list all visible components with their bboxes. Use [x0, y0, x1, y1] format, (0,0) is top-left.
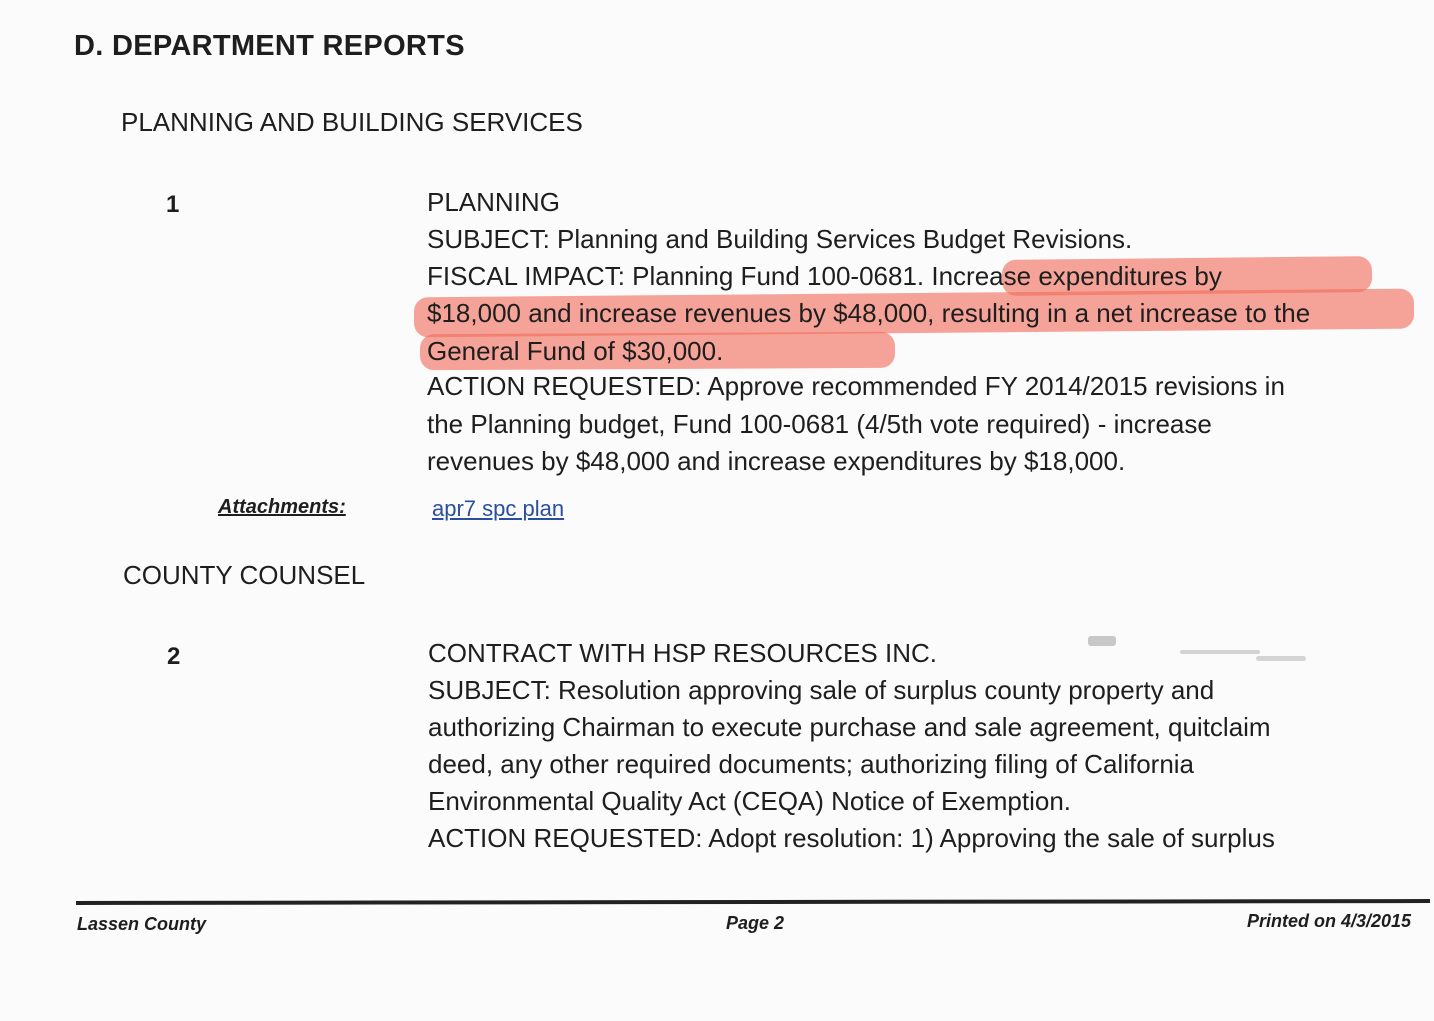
department-heading-county-counsel: COUNTY COUNSEL — [123, 560, 366, 590]
item-number: 1 — [166, 191, 180, 218]
footer-divider — [76, 899, 1430, 905]
item-1-fiscal-impact-line-3: General Fund of $30,000. — [427, 336, 724, 366]
item-number: 2 — [167, 643, 181, 670]
attachment-link[interactable]: apr7 spc plan — [432, 496, 565, 521]
item-2-action-line-1: ACTION REQUESTED: Adopt resolution: 1) Approving the sale of surplus — [428, 823, 1275, 853]
footer-printed-date: Printed on 4/3/2015 — [1247, 911, 1412, 931]
item-2-subject-line-4: Environmental Quality Act (CEQA) Notice of Exemption. — [428, 786, 1072, 816]
item-1-fiscal-impact-line-1: FISCAL IMPACT: Planning Fund 100-0681. Increase expenditures by — [427, 261, 1222, 291]
department-heading-planning: PLANNING AND BUILDING SERVICES — [121, 107, 583, 137]
item-2-subject-line-2: authorizing Chairman to execute purchase and sale agreement, quitclaim — [428, 712, 1271, 742]
item-1-fiscal-impact-line-2: $18,000 and increase revenues by $48,000, resulting in a net increase to the — [427, 298, 1311, 328]
scan-speck — [1256, 656, 1306, 661]
item-1-action-line-1: ACTION REQUESTED: Approve recommended FY 2014/2015 revisions in — [427, 371, 1285, 401]
item-1-title: PLANNING — [427, 187, 560, 217]
item-1-action-line-3: revenues by $48,000 and increase expenditures by $18,000. — [427, 446, 1126, 476]
scan-speck — [1088, 636, 1116, 646]
footer-page-number: Page 2 — [726, 913, 785, 933]
attachments-label: Attachments: — [218, 496, 346, 518]
scan-speck — [1180, 650, 1260, 654]
item-1-action-line-2: the Planning budget, Fund 100-0681 (4/5th vote required) - increase — [427, 409, 1212, 439]
item-1-subject: SUBJECT: Planning and Building Services Budget Revisions. — [427, 224, 1133, 254]
section-title: D. DEPARTMENT REPORTS — [74, 30, 465, 62]
item-2-title: CONTRACT WITH HSP RESOURCES INC. — [428, 638, 937, 668]
item-2-subject-line-3: deed, any other required documents; authorizing filing of California — [428, 749, 1195, 779]
footer-county: Lassen County — [77, 914, 207, 934]
item-2-subject-line-1: SUBJECT: Resolution approving sale of surplus county property and — [428, 675, 1215, 705]
